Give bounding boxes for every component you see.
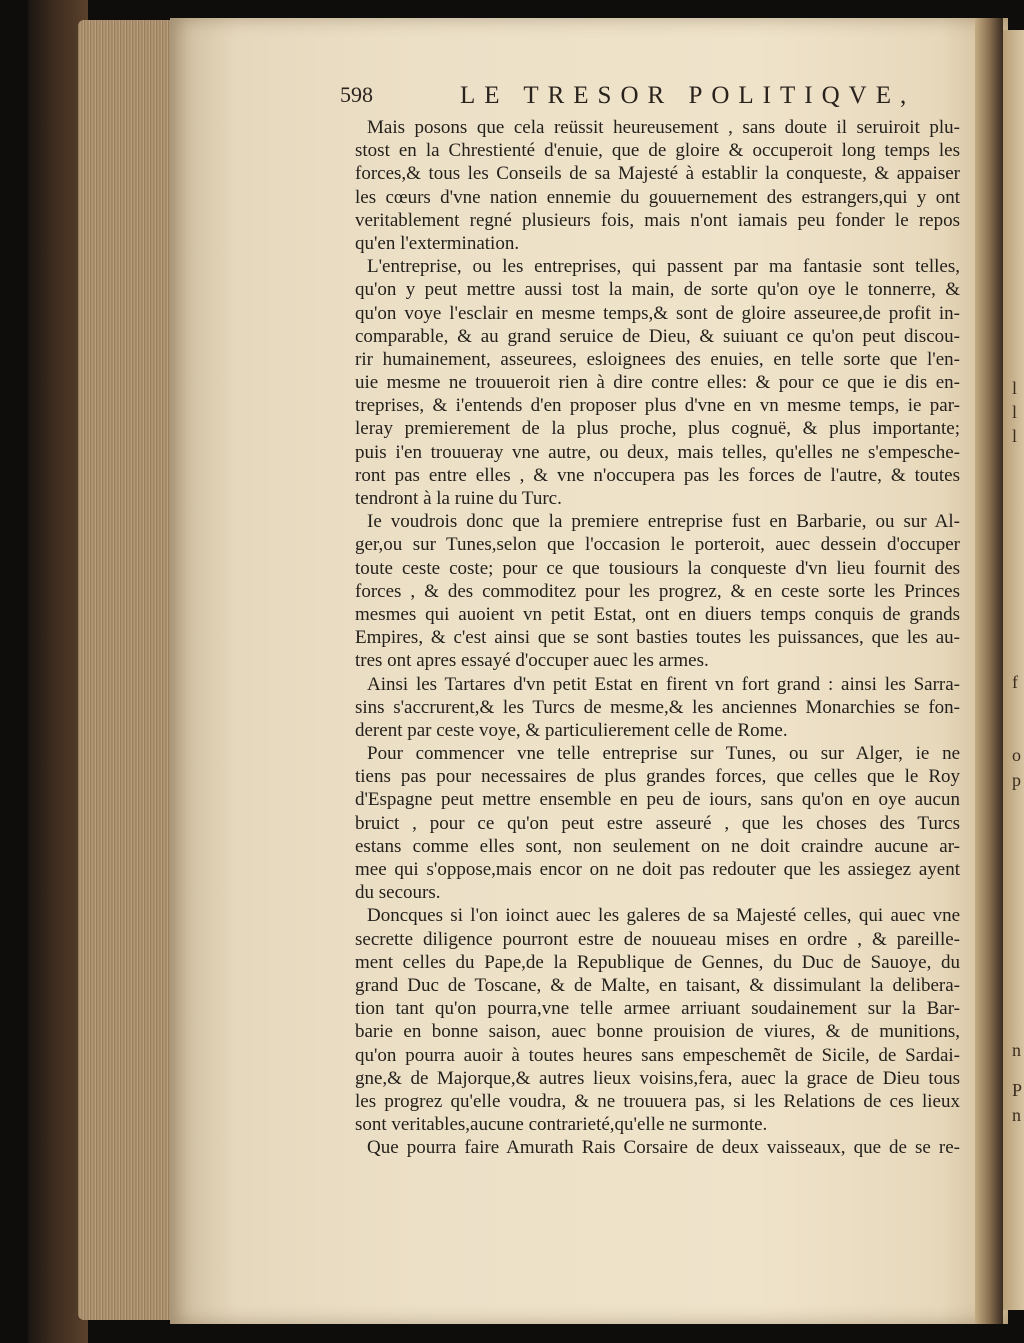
text-line: gne,& de Majorque,& autres lieux voisins,fera, auec la grace de Dieu tous xyxy=(355,1067,960,1089)
text-line: forces,& tous les Conseils de sa Majesté à establir la conqueste, & appaiser xyxy=(355,163,960,185)
page-header xyxy=(340,82,940,112)
text-line: stost en la Chrestienté d'enuie, que de gloire & occuperoit long temps les xyxy=(355,140,960,162)
text-line: Pour commencer vne telle entreprise sur Tunes, ou sur Alger, ie ne xyxy=(367,743,960,765)
text-line: du secours. xyxy=(355,882,441,904)
text-line: uie mesme ne trouueroit rien à dire contre elles: & pour ce que ie dis en- xyxy=(355,372,960,394)
body-text xyxy=(355,116,960,1159)
text-line: ment celles du Pape,de la Republique de Gennes, du Duc de Sauoye, du xyxy=(355,951,960,973)
text-line: sins s'accrurent,& les Turcs de mesme,& les anciennes Monarchies se fon- xyxy=(355,696,960,718)
text-line: rir humainement, asseurees, esloignees des enuies, en telle sorte que l'en- xyxy=(355,348,960,370)
text-line: Ie voudrois donc que la premiere entreprise fust en Barbarie, ou sur Al- xyxy=(367,511,960,533)
facing-fragment: l xyxy=(1012,426,1018,446)
text-line: mee qui s'oppose,mais encor on ne doit pas redouter que les assiegez ayent xyxy=(355,859,960,880)
text-line: veritablement regné plusieurs fois, mais n'ont iamais peu fonder le repos xyxy=(355,209,960,231)
text-line: qu'on voye l'esclair en mesme temps,& sont de gloire asseuree,de profit in- xyxy=(355,302,960,324)
facing-fragment: p xyxy=(1012,770,1021,790)
folio-number: 598 xyxy=(340,82,373,107)
text-line: Ainsi les Tartares d'vn petit Estat en firent vn fort grand : ainsi les Sarra- xyxy=(367,673,960,695)
facing-fragment: n xyxy=(1012,1040,1021,1060)
text-line: estans comme elles sont, non seulement on ne doit craindre aucune ar- xyxy=(355,835,960,857)
text-line: sont veritables,aucune contrarieté,qu'elle ne surmonte. xyxy=(355,1114,768,1136)
text-line: qu'on y peut mettre aussi tost la main, de sorte qu'on oye le tonnerre, & xyxy=(355,279,960,301)
facing-fragment: f xyxy=(1012,672,1018,692)
text-line: Mais posons que cela reüssit heureusement , sans doute il seruiroit plu- xyxy=(367,117,960,138)
text-line: tiens pas pour necessaires de plus grandes forces, que celles que le Roy xyxy=(355,766,960,788)
text-line: mesmes qui auoient vn petit Estat, ont en diuers temps conquis de grands xyxy=(355,603,960,625)
text-line: ront pas entre elles , & vne n'occupera pas les forces de l'autre, & toutes xyxy=(355,464,960,486)
text-line: forces , & des commoditez pour les progrez, & en ceste sorte les Princes xyxy=(355,580,960,602)
text-line: qu'en l'extermination. xyxy=(355,232,520,254)
text-line: tendront à la ruine du Turc. xyxy=(355,488,562,509)
running-title: LE TRESOR POLITIQVE, xyxy=(460,82,916,109)
text-line: les progrez qu'elle voudra, & ne trouuera pas, si les Relations de ces lieux xyxy=(355,1090,960,1112)
text-line: puis i'en trouueray vne autre, ou deux, mais telles, qu'elles ne s'empesche- xyxy=(355,441,960,463)
text-line: grand Duc de Toscane, & de Malte, en taisant, & dissimulant la delibera- xyxy=(355,974,960,996)
page-gutter xyxy=(975,18,1003,1324)
text-line: d'Espagne peut mettre ensemble en peu de iours, sans qu'on en oye aucun xyxy=(355,789,960,811)
text-line: bruict , pour ce qu'on peut estre asseuré , que les choses des Turcs xyxy=(355,812,960,834)
text-line: Empires, & c'est ainsi que se sont basties toutes les puissances, que les au- xyxy=(355,627,960,649)
text-line: tres ont apres essayé d'occuper auec les armes. xyxy=(355,650,709,672)
text-line: barie en bonne saison, auec bonne prouision de viures, & de munitions, xyxy=(355,1021,960,1043)
text-line: secrette diligence pourront estre de nouueau mises en ordre , & pareille- xyxy=(355,928,960,950)
text-line: Doncques si l'on ioinct auec les galeres de sa Majesté celles, qui auec vne xyxy=(367,905,960,927)
text-line: treprises, & i'entends d'en proposer plus d'vne en vn mesme temps, ie par- xyxy=(355,395,960,417)
text-line: leray premierement de la plus proche, plus cognuë, & plus importante; xyxy=(355,418,960,440)
text-line: ger,ou sur Tunes,selon que l'occasion le porteroit, auec dessein d'occuper xyxy=(355,534,960,556)
text-line: L'entreprise, ou les entreprises, qui passent par ma fantasie sont telles, xyxy=(367,256,960,278)
text-line: toute ceste coste; pour ce que tousiours la conqueste d'vn lieu fournit des xyxy=(355,557,960,579)
facing-fragment: n xyxy=(1012,1105,1021,1125)
text-line: Que pourra faire Amurath Rais Corsaire de deux vaisseaux, que de se re- xyxy=(367,1137,960,1159)
facing-fragment: P xyxy=(1012,1080,1023,1100)
text-line: comparable, & au grand seruice de Dieu, & suiuant ce qu'on peut discou- xyxy=(355,325,960,347)
text-line: les cœurs d'vne nation ennemie du gouuernement des estrangers,qui y ont xyxy=(355,186,960,208)
text-line: qu'on pourra auoir à toutes heures sans empeschemẽt de Sicile, de Sardai- xyxy=(355,1044,960,1066)
text-line: derent par ceste voye, & particulierement celle de Rome. xyxy=(355,719,788,741)
facing-fragment: l xyxy=(1012,378,1018,398)
facing-fragment: l xyxy=(1012,402,1018,422)
text-line: tion tant qu'on pourra,vne telle armee arriuant soudainement sur la Bar- xyxy=(355,998,960,1020)
facing-fragment: o xyxy=(1012,745,1021,765)
